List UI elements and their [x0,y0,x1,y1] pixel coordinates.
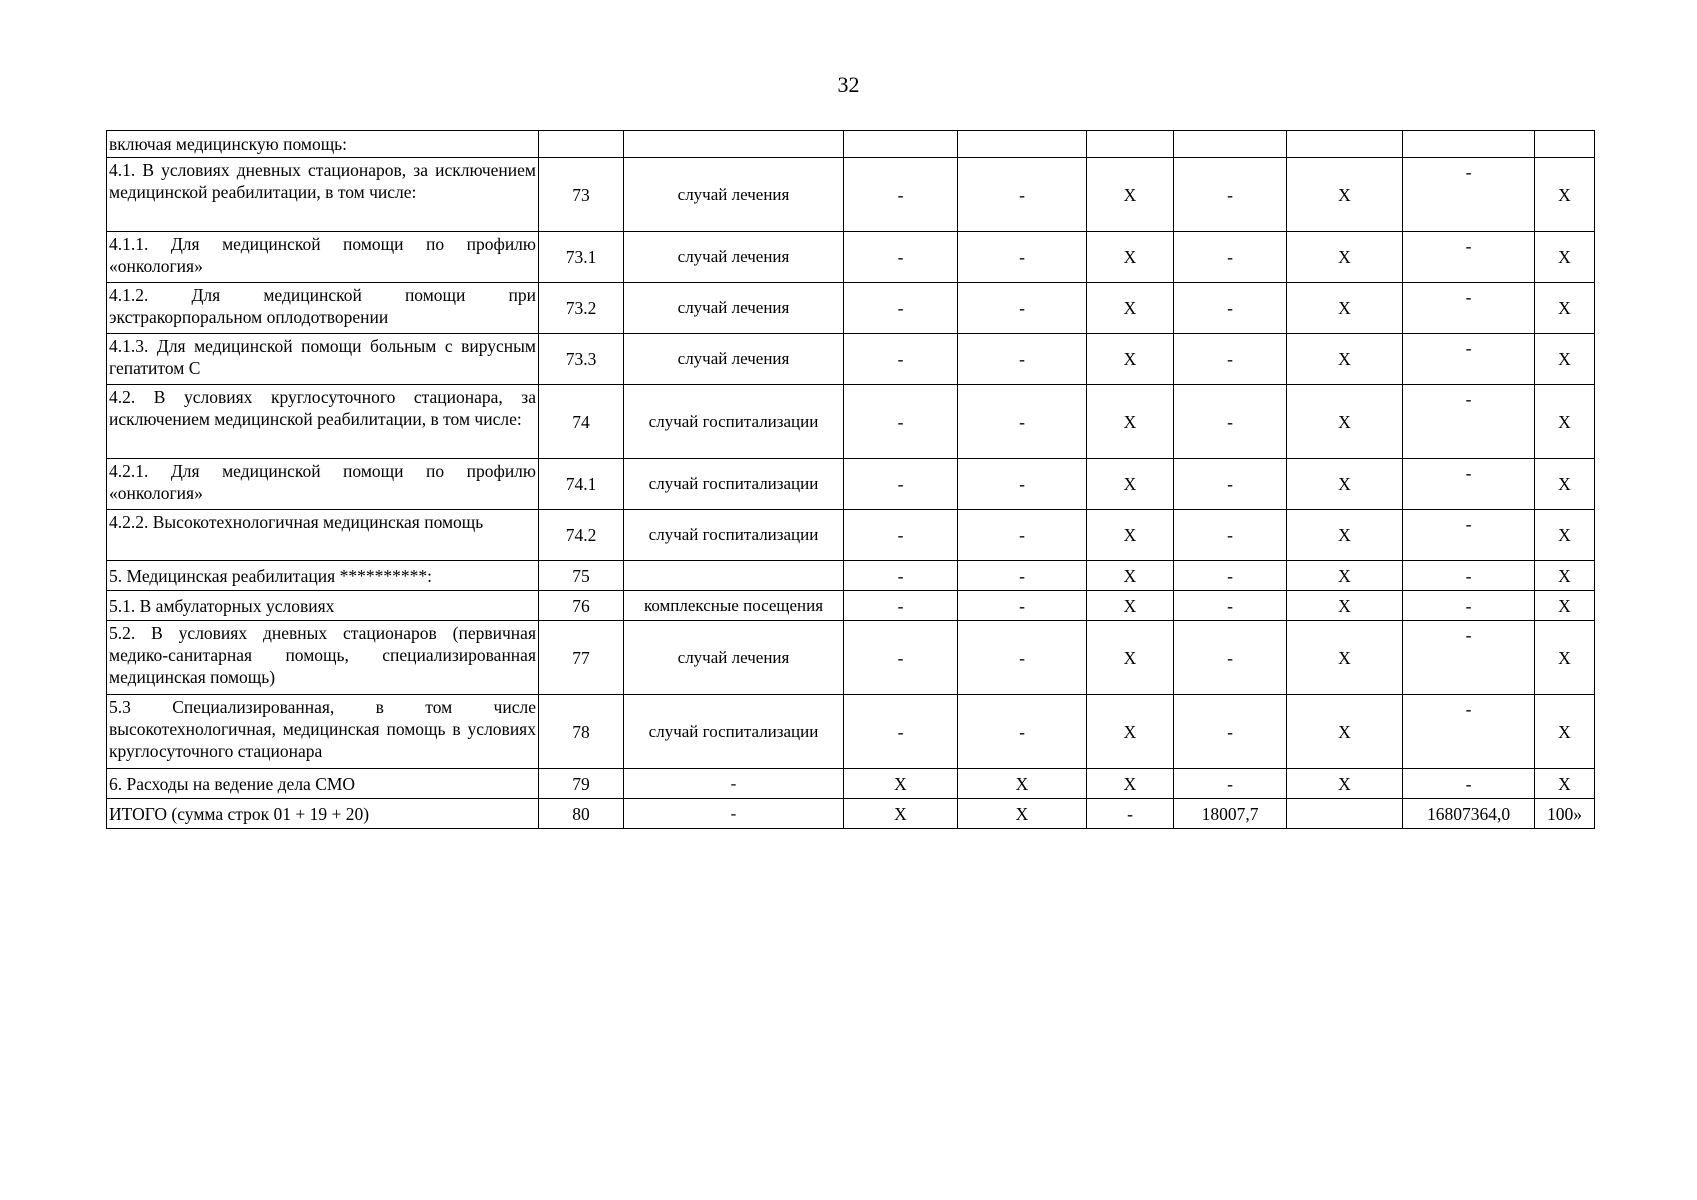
row-cell-col4: - [844,232,958,283]
row-name-cell: 4.1. В условиях дневных стационаров, за исключением медицинской реабилитации, в том числе: [107,158,539,232]
table-body [107,131,1595,829]
row-cell-col5: - [958,695,1087,769]
row-cell-col7: - [1174,591,1287,621]
row-cell-col9: - [1403,283,1535,334]
row-unit-cell [624,561,844,591]
expense-table [106,130,1595,829]
row-cell-col7: - [1174,158,1287,232]
row-name-cell: 5. Медицинская реабилитация **********: [107,561,539,591]
row-cell-col7: - [1174,459,1287,510]
row-name-cell: 4.2.2. Высокотехнологичная медицинская помощь [107,510,539,561]
row-cell-col7: - [1174,621,1287,695]
row-code-cell: 80 [539,799,624,829]
row-cell-col7: - [1174,283,1287,334]
row-cell-col9: - [1403,695,1535,769]
row-name-cell: 4.2. В условиях круглосуточного стационара, за исключением медицинской реабилитации, в том числе: [107,385,539,459]
table-row [107,621,1595,695]
row-cell-col5: - [958,334,1087,385]
table-row [107,561,1595,591]
row-cell-col4: - [844,510,958,561]
row-unit-cell: комплексные посещения [624,591,844,621]
row-cell-col6: X [1087,510,1174,561]
row-unit-cell: случай лечения [624,232,844,283]
row-cell-col7 [1174,131,1287,158]
table-row [107,232,1595,283]
row-cell-col9: - [1403,385,1535,459]
row-cell-col4: - [844,385,958,459]
row-cell-col5: - [958,158,1087,232]
row-name-cell: 4.1.3. Для медицинской помощи больным с вирусным гепатитом С [107,334,539,385]
row-unit-cell: - [624,769,844,799]
row-cell-col9: - [1403,591,1535,621]
row-code-cell: 75 [539,561,624,591]
row-code-cell: 73.3 [539,334,624,385]
row-cell-col6: X [1087,695,1174,769]
row-code-cell [539,131,624,158]
table-row [107,131,1595,158]
row-cell-col7: - [1174,695,1287,769]
row-code-cell: 73.2 [539,283,624,334]
row-name-cell: 4.1.2. Для медицинской помощи при экстракорпоральном оплодотворении [107,283,539,334]
row-cell-col5: - [958,232,1087,283]
row-cell-col10: X [1535,385,1595,459]
row-cell-col5: - [958,459,1087,510]
row-unit-cell: случай госпитализации [624,459,844,510]
row-cell-col5: - [958,561,1087,591]
row-name-cell: 5.1. В амбулаторных условиях [107,591,539,621]
row-name-cell: 5.2. В условиях дневных стационаров (первичная медико-санитарная помощь, специализированная медицинская помощь) [107,621,539,695]
row-unit-cell: случай госпитализации [624,510,844,561]
row-cell-col9: - [1403,561,1535,591]
row-cell-col5: - [958,283,1087,334]
row-cell-col10: X [1535,561,1595,591]
row-cell-col7: - [1174,232,1287,283]
row-cell-col8: X [1287,695,1403,769]
row-cell-col9: - [1403,621,1535,695]
row-cell-col6: X [1087,621,1174,695]
row-cell-col8: X [1287,232,1403,283]
row-cell-col5: - [958,385,1087,459]
table-row [107,334,1595,385]
row-name-cell: 6. Расходы на ведение дела СМО [107,769,539,799]
row-cell-col6: X [1087,385,1174,459]
row-code-cell: 73 [539,158,624,232]
row-cell-col10: X [1535,232,1595,283]
row-cell-col8: X [1287,561,1403,591]
row-name-cell: 4.2.1. Для медицинской помощи по профилю «онкология» [107,459,539,510]
row-cell-col4: - [844,561,958,591]
page-number: 32 [837,72,860,97]
table-row [107,591,1595,621]
row-cell-col10: X [1535,591,1595,621]
row-cell-col6: X [1087,158,1174,232]
row-code-cell: 74.1 [539,459,624,510]
row-cell-col9 [1403,131,1535,158]
row-cell-col7: - [1174,561,1287,591]
row-cell-col7: 18007,7 [1174,799,1287,829]
row-cell-col9: 16807364,0 [1403,799,1535,829]
row-cell-col10: X [1535,510,1595,561]
row-cell-col7: - [1174,334,1287,385]
row-cell-col7: - [1174,769,1287,799]
row-unit-cell: случай лечения [624,621,844,695]
row-code-cell: 79 [539,769,624,799]
row-cell-col10 [1535,131,1595,158]
row-cell-col8: X [1287,158,1403,232]
row-cell-col5: - [958,621,1087,695]
row-cell-col6: X [1087,591,1174,621]
row-cell-col6: X [1087,561,1174,591]
row-cell-col5: - [958,510,1087,561]
row-cell-col10: X [1535,283,1595,334]
row-cell-col4: X [844,769,958,799]
row-cell-col8: X [1287,591,1403,621]
row-unit-cell: случай госпитализации [624,385,844,459]
row-cell-col8 [1287,799,1403,829]
row-cell-col9: - [1403,158,1535,232]
row-cell-col4: - [844,283,958,334]
row-cell-col7: - [1174,510,1287,561]
row-code-cell: 74.2 [539,510,624,561]
row-cell-col8: X [1287,385,1403,459]
row-name-cell: 4.1.1. Для медицинской помощи по профилю «онкология» [107,232,539,283]
row-cell-col10: X [1535,695,1595,769]
row-cell-col9: - [1403,232,1535,283]
row-cell-col8 [1287,131,1403,158]
row-code-cell: 76 [539,591,624,621]
table-row [107,799,1595,829]
row-unit-cell: случай лечения [624,158,844,232]
row-cell-col7: - [1174,385,1287,459]
row-cell-col9: - [1403,510,1535,561]
row-name-cell: включая медицинскую помощь: [107,131,539,158]
row-cell-col10: X [1535,769,1595,799]
row-cell-col9: - [1403,334,1535,385]
row-unit-cell: - [624,799,844,829]
row-code-cell: 78 [539,695,624,769]
row-cell-col6: X [1087,459,1174,510]
row-cell-col8: X [1287,510,1403,561]
row-unit-cell: случай лечения [624,283,844,334]
row-cell-col5 [958,131,1087,158]
row-cell-col5: - [958,591,1087,621]
row-cell-col8: X [1287,621,1403,695]
row-cell-col8: X [1287,769,1403,799]
row-cell-col4 [844,131,958,158]
row-cell-col10: X [1535,158,1595,232]
table-row [107,385,1595,459]
row-code-cell: 77 [539,621,624,695]
row-cell-col4: - [844,621,958,695]
row-name-cell: 5.3 Специализированная, в том числе высокотехнологичная, медицинская помощь в условиях круглосуточного стационара [107,695,539,769]
row-cell-col4: - [844,334,958,385]
row-cell-col8: X [1287,459,1403,510]
row-cell-col6: X [1087,769,1174,799]
row-cell-col10: 100» [1535,799,1595,829]
row-cell-col5: X [958,769,1087,799]
row-code-cell: 73.1 [539,232,624,283]
row-name-cell: ИТОГО (сумма строк 01 + 19 + 20) [107,799,539,829]
row-cell-col6 [1087,131,1174,158]
row-cell-col8: X [1287,283,1403,334]
row-cell-col8: X [1287,334,1403,385]
row-unit-cell: случай лечения [624,334,844,385]
row-cell-col5: X [958,799,1087,829]
row-cell-col6: X [1087,334,1174,385]
table-row [107,158,1595,232]
row-cell-col6: X [1087,283,1174,334]
table-row [107,510,1595,561]
row-unit-cell: случай госпитализации [624,695,844,769]
row-cell-col9: - [1403,459,1535,510]
row-cell-col9: - [1403,769,1535,799]
row-cell-col4: - [844,459,958,510]
table-row [107,283,1595,334]
row-cell-col6: - [1087,799,1174,829]
table-row [107,695,1595,769]
row-cell-col6: X [1087,232,1174,283]
row-cell-col4: X [844,799,958,829]
row-cell-col4: - [844,695,958,769]
row-cell-col4: - [844,591,958,621]
row-unit-cell [624,131,844,158]
row-cell-col10: X [1535,621,1595,695]
row-cell-col10: X [1535,459,1595,510]
row-code-cell: 74 [539,385,624,459]
row-cell-col4: - [844,158,958,232]
row-cell-col10: X [1535,334,1595,385]
table-row [107,769,1595,799]
table-row [107,459,1595,510]
